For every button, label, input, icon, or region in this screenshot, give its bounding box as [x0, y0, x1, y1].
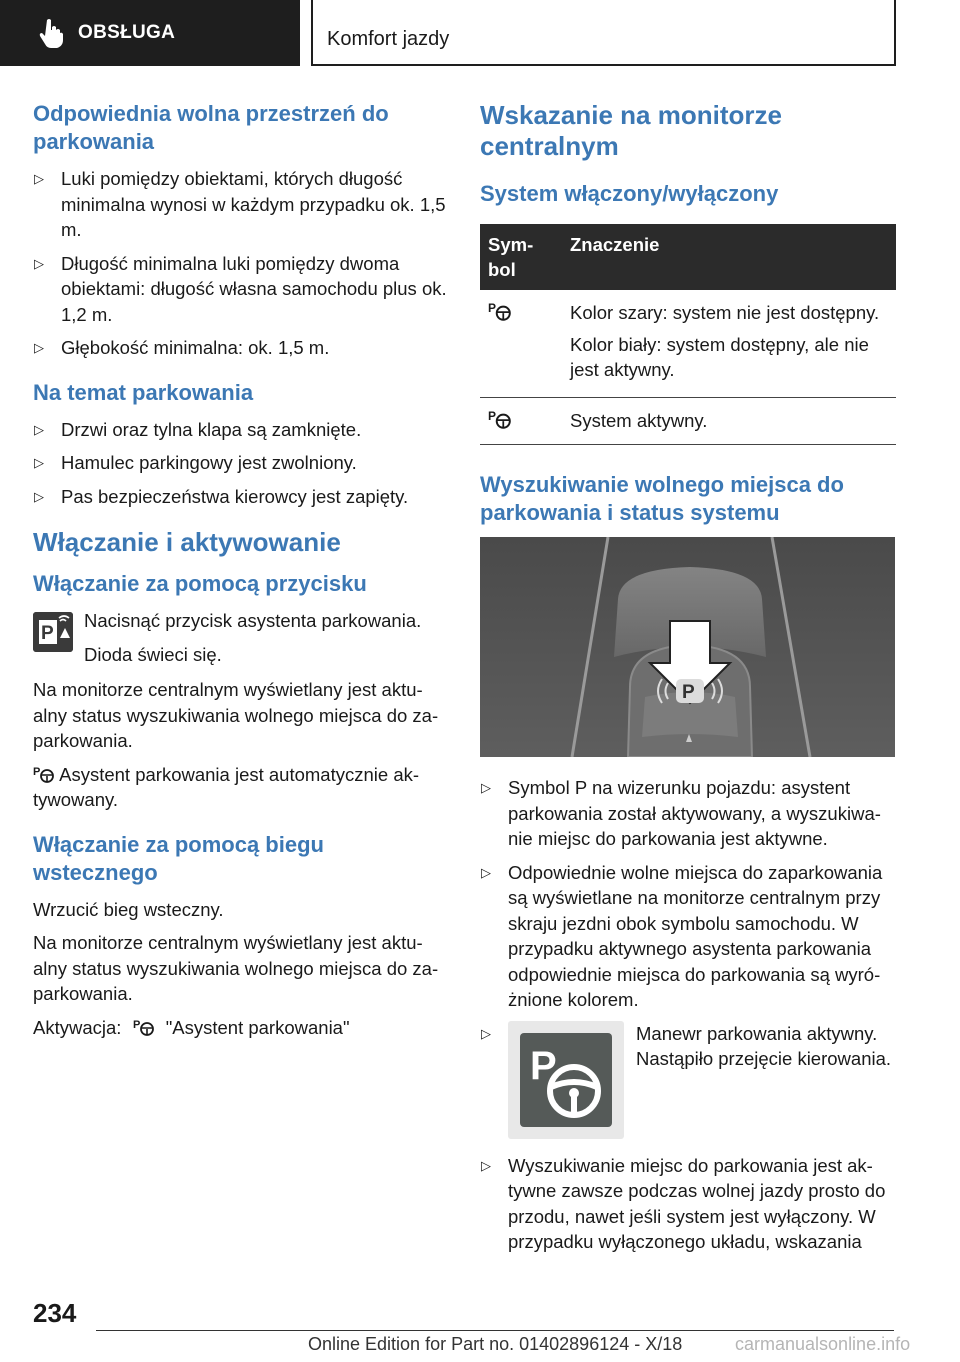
svg-text:P: P [33, 765, 41, 778]
space-list [33, 166, 447, 361]
svg-text:P: P [41, 623, 54, 644]
section-label: OBSŁUGA [78, 22, 176, 43]
svg-text:P: P [682, 682, 695, 703]
triangle-bullet-icon: ▷ [34, 255, 44, 271]
park-steering-icon [488, 300, 512, 322]
section-tab [0, 0, 300, 66]
watermark: carmanualsonline.info [735, 1334, 911, 1354]
maneuver-active-text: Manewr parkowania aktywny. [636, 1022, 878, 1044]
col-header-meaning: Znaczenie [562, 224, 896, 290]
list-item: ▷ Luki pomiędzy obiektami, których długość minimalna wynosi w każdym przypadku ok. 1,5 m. [34, 168, 446, 240]
triangle-bullet-icon: ▷ [481, 1025, 491, 1041]
col-header-symbol: Sym‐bol [480, 224, 562, 290]
button-text-press: Nacisnąć przycisk asystenta parkowania. [84, 610, 422, 631]
symbol-table [480, 224, 896, 445]
list-item: ▷ Pas bezpieczeństwa kierowcy jest zapięty. [34, 485, 409, 507]
list-item: ▷ Długość minimalna luki pomiędzy dwoma obiektami: długość własna samochodu plus ok. 1,2 m. [34, 252, 447, 325]
triangle-bullet-icon: ▷ [34, 421, 44, 437]
activation-label: Aktywacja: [33, 1016, 122, 1038]
parking-display-illustration [480, 537, 895, 757]
about-heading: Na temat parkowania [33, 379, 254, 405]
table-header [480, 224, 896, 290]
park-steering-active-icon [488, 408, 512, 430]
list-item: ▷ Drzwi oraz tylna klapa są zamknięte. [34, 418, 362, 440]
maneuver-active-icon [508, 1021, 624, 1139]
triangle-bullet-icon: ▷ [34, 488, 44, 504]
button-heading: Włączanie za pomocą przycisku [33, 571, 367, 596]
hand-pointer-icon [38, 18, 64, 48]
footer-divider [96, 1330, 894, 1331]
chapter-tab [311, 0, 896, 66]
svg-text:P: P [488, 408, 497, 423]
reverse-heading: Włączanie za pomocą biegu wstecznego [33, 831, 324, 885]
system-heading: System włączony/wyłączony [480, 181, 779, 206]
chapter-label: Komfort jazdy [327, 28, 450, 50]
page-number: 234 [33, 1298, 77, 1328]
triangle-bullet-icon: ▷ [481, 864, 491, 880]
left-column [33, 100, 447, 1048]
display-heading: Wskazanie na monitorze centralnym [480, 100, 782, 161]
list-item: ▷ Hamulec parkingowy jest zwolniony. [34, 452, 357, 473]
list-item [480, 1021, 896, 1139]
triangle-bullet-icon: ▷ [34, 340, 44, 355]
button-text-led: Dioda świeci się. [84, 643, 222, 665]
steering-takeover-text: Nastąpiło przejęcie kierowania. [636, 1048, 892, 1069]
meaning-grey: Kolor szary: system nie jest dostępny. [570, 302, 880, 323]
table-row [480, 397, 896, 445]
reverse-paragraph: Na monitorze centralnym wyświetlany jest aktu‐alny status wyszukiwania wolnego miejsca do za‐parkowania. [33, 932, 439, 1004]
park-assist-button-icon [33, 612, 73, 652]
svg-text:P: P [132, 1018, 140, 1031]
svg-text:P: P [530, 1043, 557, 1088]
about-list [33, 417, 447, 510]
list-item: ▷ Głębokość minimalna: ok. 1,5 m. [34, 337, 330, 358]
park-steering-icon [133, 1017, 155, 1037]
switch-heading: Włączanie i aktywowanie [33, 527, 341, 557]
button-instruction [33, 608, 447, 667]
edition-note: Online Edition for Part no. 01402896124 - X/18 [308, 1334, 683, 1354]
list-item: ▷ Wyszukiwanie miejsc do parkowania jest ak‐tywne zawsze podczas wolnej jazdy prosto do przodu, nawet jeśli system jest wyłączony. W przypadku wyłączonego układu, wskazania [481, 1154, 886, 1252]
park-steering-icon [33, 764, 55, 784]
triangle-bullet-icon: ▷ [34, 171, 44, 186]
space-heading: Odpowiednia wolna przestrzeń do parkowania [33, 101, 389, 154]
status-list [480, 775, 896, 1255]
parking-search-display-image [480, 537, 895, 757]
table-row [480, 290, 896, 397]
meaning-active: System aktywny. [562, 397, 896, 445]
triangle-bullet-icon: ▷ [481, 780, 491, 795]
meaning-white: Kolor biały: system dostępny, ale nie jest aktywny. [570, 333, 869, 380]
activation-line [33, 1015, 447, 1041]
reverse-text-gear: Wrzucić bieg wsteczny. [33, 898, 224, 920]
activation-menu-value: "Asystent parkowania" [165, 1016, 350, 1038]
triangle-bullet-icon: ▷ [34, 455, 44, 470]
svg-text:P: P [488, 301, 497, 316]
search-heading: Wyszukiwanie wolnego miejsca do parkowania i status systemu [480, 472, 844, 525]
list-item: ▷ Symbol P na wizerunku pojazdu: asystent parkowania został aktywowany, a wyszukiwa‐nie miejsc do parkowania jest aktywne. [481, 777, 881, 849]
right-column [480, 100, 896, 1263]
button-paragraph: Na monitorze centralnym wyświetlany jest aktu‐alny status wyszukiwania wolnego miejsca do za‐parkowania. [33, 679, 439, 751]
list-item: ▷ Odpowiednie wolne miejsca do zaparkowania są wyświetlane na monitorze centralnym przy skraju jezdni obok symbolu samochodu. W przypadku aktywnego asystenta parkowania odpowiednie miejsca do parkowania są wyró‐żnione kolorem. [481, 861, 883, 1010]
page-header [0, 0, 960, 66]
triangle-bullet-icon: ▷ [481, 1157, 491, 1173]
auto-activation-text: P Asystent parkowania jest automatycznie ak‐tywowany. [33, 763, 420, 810]
